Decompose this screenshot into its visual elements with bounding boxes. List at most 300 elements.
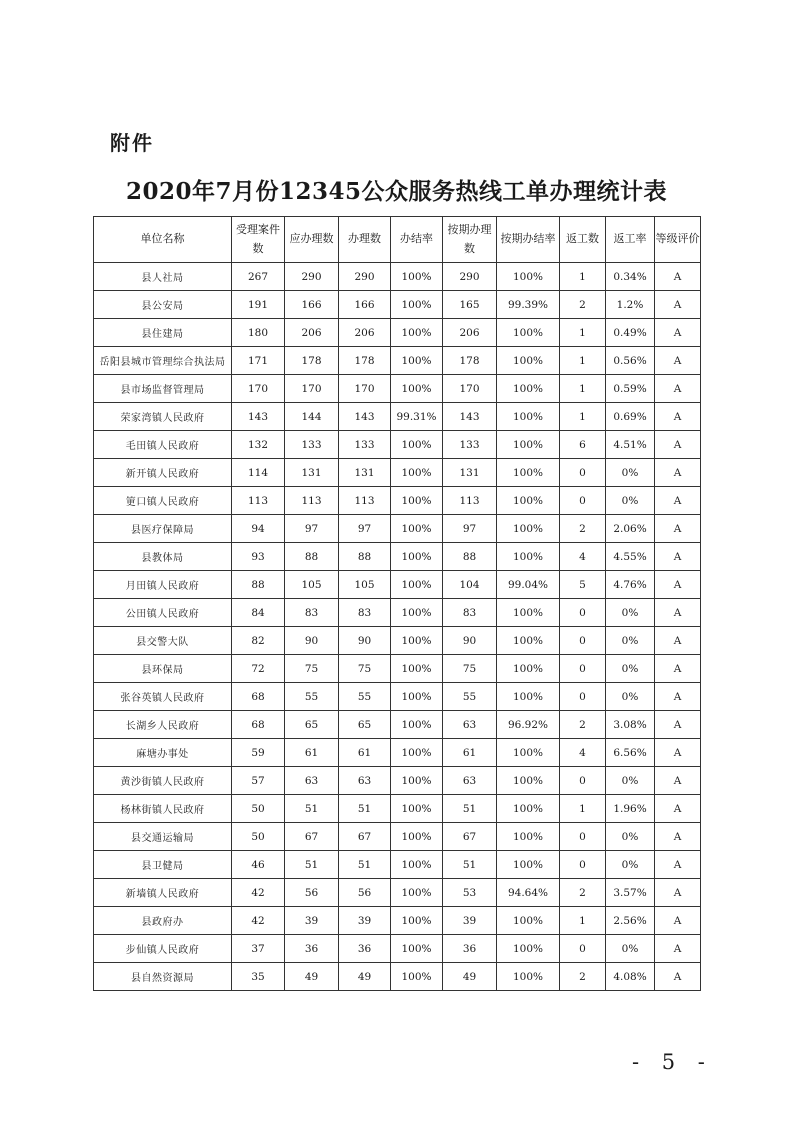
cell-rework-rate: 0% [606,627,655,655]
table-row [94,739,701,767]
cell-rework-rate: 4.51% [606,431,655,459]
cell-on-time-rate: 100% [497,487,560,515]
cell-on-time-handled: 90 [443,627,497,655]
cell-rework-count: 0 [560,767,606,795]
cell-rework-count: 0 [560,599,606,627]
cell-rework-rate: 0.59% [606,375,655,403]
table-row [94,795,701,823]
cell-rework-count: 0 [560,683,606,711]
cell-should-handle: 97 [285,515,339,543]
column-header: 办理数 [339,217,391,263]
cell-accepted-cases: 50 [232,823,285,851]
cell-should-handle: 166 [285,291,339,319]
cell-unit-name: 县自然资源局 [94,963,232,991]
cell-rework-count: 0 [560,459,606,487]
cell-rework-count: 1 [560,907,606,935]
cell-rework-rate: 0.56% [606,347,655,375]
cell-grade: A [655,319,701,347]
cell-handled: 178 [339,347,391,375]
cell-completion-rate: 100% [391,263,443,291]
attachment-label: 附件 [110,131,154,155]
cell-unit-name: 县环保局 [94,655,232,683]
cell-completion-rate: 100% [391,291,443,319]
cell-completion-rate: 100% [391,711,443,739]
cell-completion-rate: 100% [391,655,443,683]
cell-rework-count: 0 [560,851,606,879]
table-row [94,935,701,963]
cell-grade: A [655,627,701,655]
cell-handled: 51 [339,795,391,823]
cell-rework-count: 2 [560,711,606,739]
cell-accepted-cases: 46 [232,851,285,879]
cell-unit-name: 张谷英镇人民政府 [94,683,232,711]
cell-should-handle: 170 [285,375,339,403]
cell-handled: 67 [339,823,391,851]
cell-rework-rate: 0% [606,487,655,515]
cell-accepted-cases: 191 [232,291,285,319]
cell-accepted-cases: 68 [232,683,285,711]
cell-unit-name: 县公安局 [94,291,232,319]
cell-unit-name: 县市场监督管理局 [94,375,232,403]
cell-rework-count: 2 [560,515,606,543]
cell-rework-count: 2 [560,963,606,991]
cell-accepted-cases: 143 [232,403,285,431]
table-row [94,963,701,991]
cell-grade: A [655,795,701,823]
cell-on-time-rate: 100% [497,375,560,403]
cell-on-time-handled: 133 [443,431,497,459]
cell-on-time-handled: 67 [443,823,497,851]
cell-on-time-handled: 104 [443,571,497,599]
cell-accepted-cases: 42 [232,879,285,907]
cell-handled: 55 [339,683,391,711]
cell-completion-rate: 100% [391,599,443,627]
cell-grade: A [655,375,701,403]
cell-on-time-handled: 143 [443,403,497,431]
cell-should-handle: 113 [285,487,339,515]
cell-on-time-handled: 97 [443,515,497,543]
cell-rework-rate: 3.57% [606,879,655,907]
cell-grade: A [655,347,701,375]
cell-should-handle: 63 [285,767,339,795]
cell-rework-rate: 2.56% [606,907,655,935]
cell-on-time-rate: 100% [497,543,560,571]
cell-on-time-handled: 178 [443,347,497,375]
cell-handled: 75 [339,655,391,683]
cell-handled: 83 [339,599,391,627]
cell-on-time-rate: 100% [497,655,560,683]
table-row [94,291,701,319]
cell-grade: A [655,767,701,795]
cell-should-handle: 51 [285,851,339,879]
cell-handled: 90 [339,627,391,655]
cell-completion-rate: 100% [391,515,443,543]
column-header: 按期办结率 [497,217,560,263]
table-header-row [94,217,701,263]
cell-rework-rate: 0.34% [606,263,655,291]
cell-accepted-cases: 68 [232,711,285,739]
cell-completion-rate: 100% [391,907,443,935]
table-row [94,711,701,739]
cell-accepted-cases: 35 [232,963,285,991]
cell-on-time-handled: 53 [443,879,497,907]
cell-on-time-rate: 100% [497,963,560,991]
cell-on-time-rate: 100% [497,347,560,375]
cell-should-handle: 65 [285,711,339,739]
cell-on-time-rate: 100% [497,683,560,711]
cell-should-handle: 75 [285,655,339,683]
cell-on-time-rate: 100% [497,851,560,879]
cell-unit-name: 县住建局 [94,319,232,347]
cell-rework-rate: 0.69% [606,403,655,431]
cell-completion-rate: 100% [391,375,443,403]
cell-handled: 143 [339,403,391,431]
cell-unit-name: 县教体局 [94,543,232,571]
cell-completion-rate: 100% [391,851,443,879]
cell-should-handle: 51 [285,795,339,823]
table-row [94,459,701,487]
cell-accepted-cases: 84 [232,599,285,627]
cell-accepted-cases: 114 [232,459,285,487]
cell-rework-rate: 0% [606,599,655,627]
cell-rework-rate: 0.49% [606,319,655,347]
cell-handled: 49 [339,963,391,991]
cell-rework-count: 1 [560,347,606,375]
cell-on-time-rate: 100% [497,515,560,543]
cell-rework-rate: 1.2% [606,291,655,319]
cell-handled: 113 [339,487,391,515]
cell-should-handle: 61 [285,739,339,767]
cell-accepted-cases: 72 [232,655,285,683]
cell-rework-rate: 4.76% [606,571,655,599]
cell-completion-rate: 100% [391,963,443,991]
cell-accepted-cases: 82 [232,627,285,655]
cell-grade: A [655,683,701,711]
cell-on-time-handled: 290 [443,263,497,291]
column-header: 办结率 [391,217,443,263]
table-row [94,627,701,655]
table-row [94,655,701,683]
cell-should-handle: 56 [285,879,339,907]
cell-grade: A [655,263,701,291]
cell-accepted-cases: 42 [232,907,285,935]
cell-handled: 63 [339,767,391,795]
cell-accepted-cases: 94 [232,515,285,543]
cell-should-handle: 290 [285,263,339,291]
column-header: 返工数 [560,217,606,263]
cell-unit-name: 县人社局 [94,263,232,291]
cell-on-time-rate: 94.64% [497,879,560,907]
cell-handled: 133 [339,431,391,459]
cell-grade: A [655,403,701,431]
cell-on-time-rate: 99.39% [497,291,560,319]
column-header: 应办理数 [285,217,339,263]
cell-rework-rate: 0% [606,767,655,795]
cell-on-time-handled: 165 [443,291,497,319]
cell-grade: A [655,907,701,935]
cell-rework-count: 5 [560,571,606,599]
cell-should-handle: 55 [285,683,339,711]
cell-rework-rate: 6.56% [606,739,655,767]
cell-rework-rate: 0% [606,459,655,487]
cell-rework-count: 4 [560,543,606,571]
cell-rework-count: 1 [560,795,606,823]
cell-rework-count: 6 [560,431,606,459]
cell-handled: 51 [339,851,391,879]
cell-completion-rate: 100% [391,459,443,487]
cell-unit-name: 县卫健局 [94,851,232,879]
cell-should-handle: 178 [285,347,339,375]
statistics-table [93,216,701,991]
cell-should-handle: 83 [285,599,339,627]
table-row [94,375,701,403]
table-row [94,347,701,375]
cell-grade: A [655,655,701,683]
cell-unit-name: 县医疗保障局 [94,515,232,543]
table-row [94,263,701,291]
cell-rework-count: 4 [560,739,606,767]
cell-should-handle: 90 [285,627,339,655]
cell-on-time-rate: 100% [497,431,560,459]
cell-grade: A [655,851,701,879]
cell-unit-name: 县政府办 [94,907,232,935]
cell-completion-rate: 100% [391,823,443,851]
cell-handled: 166 [339,291,391,319]
cell-grade: A [655,711,701,739]
cell-grade: A [655,879,701,907]
cell-unit-name: 黄沙街镇人民政府 [94,767,232,795]
column-header: 等级评价 [655,217,701,263]
cell-rework-count: 0 [560,935,606,963]
column-header: 返工率 [606,217,655,263]
cell-on-time-handled: 206 [443,319,497,347]
column-header: 受理案件数 [232,217,285,263]
column-header: 按期办理数 [443,217,497,263]
table-row [94,487,701,515]
cell-rework-count: 2 [560,879,606,907]
cell-accepted-cases: 171 [232,347,285,375]
page-number: - 5 - [632,1050,713,1074]
cell-grade: A [655,963,701,991]
cell-completion-rate: 100% [391,571,443,599]
cell-on-time-rate: 100% [497,907,560,935]
cell-accepted-cases: 180 [232,319,285,347]
cell-should-handle: 131 [285,459,339,487]
cell-should-handle: 105 [285,571,339,599]
cell-rework-count: 0 [560,487,606,515]
table-row [94,851,701,879]
table-row [94,907,701,935]
cell-on-time-handled: 51 [443,795,497,823]
cell-grade: A [655,487,701,515]
table-row [94,515,701,543]
cell-handled: 290 [339,263,391,291]
cell-completion-rate: 100% [391,683,443,711]
cell-rework-count: 0 [560,823,606,851]
cell-rework-count: 1 [560,263,606,291]
column-header: 单位名称 [94,217,232,263]
cell-rework-rate: 0% [606,935,655,963]
cell-handled: 65 [339,711,391,739]
cell-rework-rate: 4.55% [606,543,655,571]
cell-on-time-handled: 63 [443,711,497,739]
cell-should-handle: 49 [285,963,339,991]
cell-unit-name: 新开镇人民政府 [94,459,232,487]
cell-completion-rate: 100% [391,879,443,907]
cell-accepted-cases: 59 [232,739,285,767]
cell-on-time-rate: 96.92% [497,711,560,739]
cell-grade: A [655,515,701,543]
cell-should-handle: 39 [285,907,339,935]
cell-on-time-handled: 83 [443,599,497,627]
cell-on-time-handled: 170 [443,375,497,403]
table-row [94,571,701,599]
cell-on-time-rate: 100% [497,935,560,963]
cell-grade: A [655,543,701,571]
cell-rework-rate: 3.08% [606,711,655,739]
cell-on-time-handled: 88 [443,543,497,571]
cell-unit-name: 县交警大队 [94,627,232,655]
cell-rework-rate: 0% [606,655,655,683]
cell-completion-rate: 100% [391,347,443,375]
cell-rework-rate: 4.08% [606,963,655,991]
cell-rework-count: 1 [560,375,606,403]
table-row [94,683,701,711]
cell-unit-name: 毛田镇人民政府 [94,431,232,459]
cell-grade: A [655,459,701,487]
cell-unit-name: 筻口镇人民政府 [94,487,232,515]
cell-accepted-cases: 267 [232,263,285,291]
cell-completion-rate: 100% [391,627,443,655]
cell-on-time-handled: 75 [443,655,497,683]
cell-on-time-rate: 100% [497,795,560,823]
cell-unit-name: 步仙镇人民政府 [94,935,232,963]
cell-accepted-cases: 113 [232,487,285,515]
cell-unit-name: 杨林街镇人民政府 [94,795,232,823]
cell-unit-name: 岳阳县城市管理综合执法局 [94,347,232,375]
cell-rework-rate: 2.06% [606,515,655,543]
cell-rework-count: 1 [560,319,606,347]
cell-completion-rate: 100% [391,543,443,571]
cell-grade: A [655,291,701,319]
cell-rework-count: 2 [560,291,606,319]
cell-on-time-rate: 100% [497,739,560,767]
cell-completion-rate: 100% [391,431,443,459]
cell-handled: 56 [339,879,391,907]
cell-rework-count: 0 [560,655,606,683]
cell-rework-rate: 0% [606,823,655,851]
cell-handled: 131 [339,459,391,487]
cell-should-handle: 144 [285,403,339,431]
cell-on-time-handled: 63 [443,767,497,795]
cell-handled: 206 [339,319,391,347]
cell-accepted-cases: 132 [232,431,285,459]
table-row [94,823,701,851]
cell-completion-rate: 100% [391,739,443,767]
document-title: 2020年7月份12345公众服务热线工单办理统计表 [125,178,668,205]
cell-on-time-rate: 99.04% [497,571,560,599]
cell-grade: A [655,431,701,459]
table-row [94,403,701,431]
cell-grade: A [655,739,701,767]
table-row [94,319,701,347]
cell-accepted-cases: 170 [232,375,285,403]
cell-rework-rate: 0% [606,851,655,879]
cell-should-handle: 133 [285,431,339,459]
cell-handled: 88 [339,543,391,571]
cell-should-handle: 206 [285,319,339,347]
cell-on-time-rate: 100% [497,403,560,431]
cell-handled: 105 [339,571,391,599]
cell-accepted-cases: 93 [232,543,285,571]
cell-on-time-rate: 100% [497,627,560,655]
cell-on-time-rate: 100% [497,459,560,487]
cell-completion-rate: 99.31% [391,403,443,431]
cell-grade: A [655,599,701,627]
cell-on-time-rate: 100% [497,767,560,795]
cell-on-time-handled: 131 [443,459,497,487]
cell-should-handle: 67 [285,823,339,851]
cell-on-time-handled: 61 [443,739,497,767]
cell-rework-count: 0 [560,627,606,655]
cell-on-time-handled: 39 [443,907,497,935]
cell-rework-rate: 0% [606,683,655,711]
cell-unit-name: 月田镇人民政府 [94,571,232,599]
cell-on-time-handled: 36 [443,935,497,963]
table-row [94,599,701,627]
cell-on-time-rate: 100% [497,823,560,851]
cell-handled: 97 [339,515,391,543]
cell-accepted-cases: 88 [232,571,285,599]
table-row [94,879,701,907]
cell-unit-name: 长湖乡人民政府 [94,711,232,739]
cell-rework-rate: 1.96% [606,795,655,823]
table-body [94,263,701,991]
cell-handled: 61 [339,739,391,767]
cell-grade: A [655,823,701,851]
cell-completion-rate: 100% [391,767,443,795]
cell-accepted-cases: 37 [232,935,285,963]
cell-handled: 170 [339,375,391,403]
cell-accepted-cases: 57 [232,767,285,795]
cell-completion-rate: 100% [391,795,443,823]
cell-on-time-rate: 100% [497,599,560,627]
cell-should-handle: 36 [285,935,339,963]
cell-unit-name: 麻塘办事处 [94,739,232,767]
cell-grade: A [655,935,701,963]
cell-unit-name: 荣家湾镇人民政府 [94,403,232,431]
cell-unit-name: 新墙镇人民政府 [94,879,232,907]
cell-on-time-handled: 113 [443,487,497,515]
cell-on-time-rate: 100% [497,319,560,347]
table-row [94,543,701,571]
cell-unit-name: 县交通运输局 [94,823,232,851]
cell-handled: 36 [339,935,391,963]
table-row [94,431,701,459]
cell-grade: A [655,571,701,599]
cell-handled: 39 [339,907,391,935]
cell-rework-count: 1 [560,403,606,431]
cell-on-time-handled: 51 [443,851,497,879]
cell-completion-rate: 100% [391,935,443,963]
cell-unit-name: 公田镇人民政府 [94,599,232,627]
cell-completion-rate: 100% [391,319,443,347]
cell-on-time-handled: 55 [443,683,497,711]
cell-accepted-cases: 50 [232,795,285,823]
table-row [94,767,701,795]
cell-should-handle: 88 [285,543,339,571]
cell-completion-rate: 100% [391,487,443,515]
